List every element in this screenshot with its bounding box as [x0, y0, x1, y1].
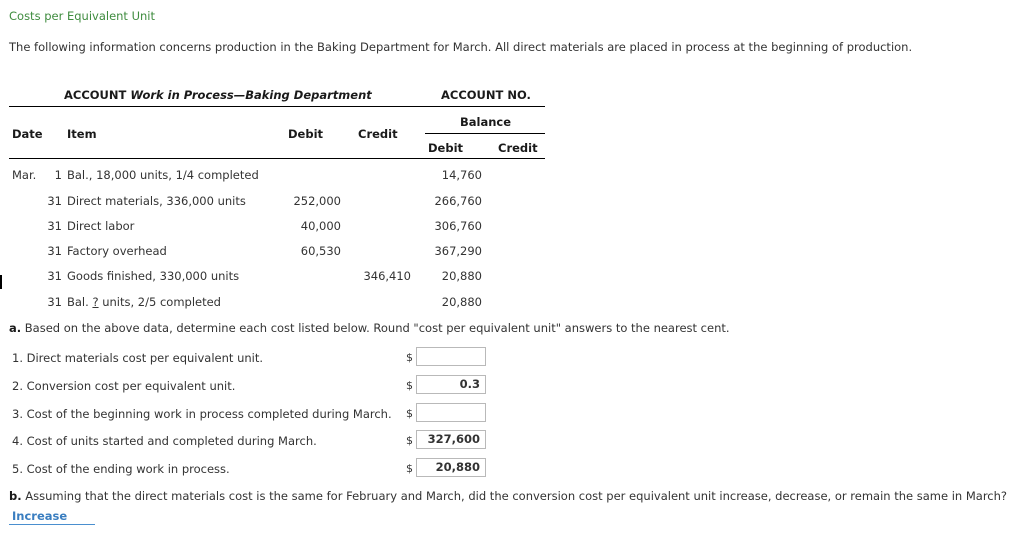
account-label: ACCOUNT	[64, 88, 127, 102]
page-title: Costs per Equivalent Unit	[9, 9, 156, 23]
row-item: Factory overhead	[67, 244, 167, 258]
row-day: 31	[47, 219, 62, 233]
question-4-text: 4. Cost of units started and completed during March.	[12, 434, 317, 448]
row-item: Bal., 18,000 units, 1/4 completed	[67, 168, 259, 182]
currency-symbol: $	[406, 434, 413, 447]
answer-1-input[interactable]	[416, 347, 486, 366]
row-balance-debit: 20,880	[441, 269, 482, 283]
question-1-text: 1. Direct materials cost per equivalent unit.	[12, 351, 264, 365]
row-item	[67, 295, 221, 309]
table-top-rule	[9, 106, 545, 107]
row-day: 1	[54, 168, 62, 182]
col-debit: Debit	[288, 127, 324, 141]
row-day: 31	[47, 269, 62, 283]
col-balance-credit: Credit	[498, 141, 538, 155]
currency-symbol: $	[406, 379, 413, 392]
row-balance-debit: 367,290	[434, 244, 482, 258]
row-month: Mar.	[12, 168, 37, 182]
row-balance-debit: 306,760	[434, 219, 482, 233]
row-balance-debit: 14,760	[441, 168, 482, 182]
question-3-text: 3. Cost of the beginning work in process completed during March.	[12, 407, 392, 421]
row-item: Goods finished, 330,000 units	[67, 269, 240, 283]
part-a-instructions	[9, 321, 730, 335]
account-no-label: ACCOUNT NO.	[441, 88, 531, 102]
col-date: Date	[12, 127, 43, 141]
answer-4-input[interactable]: 327,600	[416, 430, 486, 449]
row-debit: 252,000	[293, 194, 341, 208]
part-b-answer-select[interactable]: Increase	[9, 509, 95, 525]
part-b-question	[9, 489, 1007, 503]
row-debit: 60,530	[300, 244, 341, 258]
account-name: Work in Process—Baking Department	[130, 88, 372, 102]
header-bottom-rule	[9, 158, 545, 159]
question-2-text: 2. Conversion cost per equivalent unit.	[12, 379, 236, 393]
row-item-unknown: ?	[92, 295, 99, 309]
currency-symbol: $	[406, 462, 413, 475]
row-balance-debit: 20,880	[441, 295, 482, 309]
row-item-prefix: Bal.	[67, 295, 93, 309]
answer-5-input[interactable]: 20,880	[416, 458, 486, 477]
row-balance-debit: 266,760	[434, 194, 482, 208]
part-b-text: Assuming that the direct materials cost is the same for February and March, did the conversion cost per equivalent unit increase, decrease, or remain the same in March?	[25, 489, 1008, 503]
row-item: Direct materials, 336,000 units	[67, 194, 246, 208]
balance-label: Balance	[460, 115, 512, 129]
col-item: Item	[67, 127, 97, 141]
col-credit: Credit	[358, 127, 398, 141]
balance-rule	[425, 133, 545, 134]
answer-3-input[interactable]	[416, 403, 486, 422]
currency-symbol: $	[406, 351, 413, 364]
answer-2-input[interactable]: 0.3	[416, 375, 486, 394]
row-item: Direct labor	[67, 219, 135, 233]
part-b-label: b.	[9, 489, 22, 503]
part-a-text: Based on the above data, determine each cost listed below. Round "cost per equivalent unit" answers to the nearest cent.	[24, 321, 730, 335]
row-day: 31	[47, 295, 62, 309]
row-item-suffix: units, 2/5 completed	[98, 295, 221, 309]
account-title	[64, 88, 372, 102]
question-5-text: 5. Cost of the ending work in process.	[12, 462, 230, 476]
left-edge-marker	[0, 275, 2, 289]
intro-text: The following information concerns production in the Baking Department for March. All direct materials are placed in process at the beginning of production.	[9, 40, 913, 54]
row-credit: 346,410	[363, 269, 411, 283]
row-debit: 40,000	[300, 219, 341, 233]
col-balance-debit: Debit	[428, 141, 464, 155]
currency-symbol: $	[406, 407, 413, 420]
row-day: 31	[47, 194, 62, 208]
part-a-label: a.	[9, 321, 22, 335]
row-day: 31	[47, 244, 62, 258]
